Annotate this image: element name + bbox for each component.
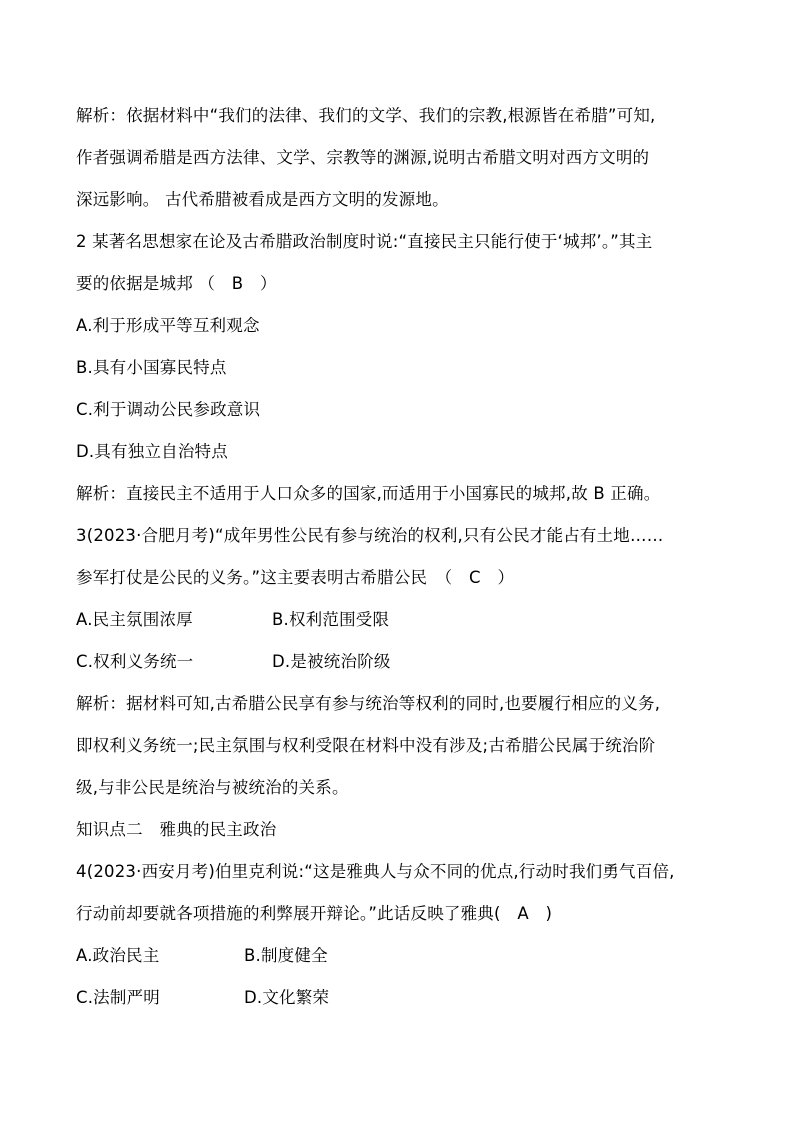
question-2-stem-line-1: 2 某著名思想家在论及古希腊政治制度时说:“直接民主只能行使于‘城邦’。”其主 <box>76 232 653 251</box>
question-3-analysis-line-3: 级,与非公民是统治与被统治的关系。 <box>76 778 349 797</box>
analysis-1-line-2: 作者强调希腊是西方法律、文学、宗教等的渊源,说明古希腊文明对西方文明的 <box>76 148 650 167</box>
question-2-option-c: C.利于调动公民参政意识 <box>76 400 261 419</box>
question-4-option-a: A.政治民主 <box>76 946 160 965</box>
question-3-option-b: B.权利范围受限 <box>272 610 390 629</box>
question-3-option-a: A.民主氛围浓厚 <box>76 610 193 629</box>
question-2-analysis: 解析：直接民主不适用于人口众多的国家,而适用于小国寡民的城邦,故 B 正确。 <box>76 484 661 503</box>
question-2-option-a: A.利于形成平等互利观念 <box>76 316 260 335</box>
question-3-stem-line-1: 3(2023·合肥月考)“成年男性公民有参与统治的权利,只有公民才能占有土地…… <box>76 526 664 545</box>
question-2-stem-line-2: 要的依据是城邦 （ B ） <box>76 274 277 293</box>
question-4-option-c: C.法制严明 <box>76 988 160 1007</box>
question-3-options-row-2 <box>76 650 391 674</box>
question-3-stem-line-2: 参军打仗是公民的义务。”这主要表明古希腊公民 （ C ） <box>76 568 515 587</box>
question-2-option-d: D.具有独立自治特点 <box>76 442 228 461</box>
question-4-option-b: B.制度健全 <box>244 946 328 965</box>
question-3-analysis-line-2: 即权利义务统一;民主氛围与权利受限在材料中没有涉及;古希腊公民属于统治阶 <box>76 736 656 755</box>
question-4-stem-line-1: 4(2023·西安月考)伯里克利说:“这是雅典人与众不同的优点,行动时我们勇气百倍, <box>76 862 675 881</box>
analysis-1-line-3: 深远影响。 古代希腊被看成是西方文明的发源地。 <box>76 190 449 209</box>
question-4-options-row-1 <box>76 944 328 968</box>
question-4-stem-line-2: 行动前却要就各项措施的利弊展开辩论。”此话反映了雅典( A ) <box>76 904 553 923</box>
question-4-options-row-2 <box>76 986 330 1010</box>
question-4-option-d: D.文化繁荣 <box>244 988 330 1007</box>
question-3-option-c: C.权利义务统一 <box>76 652 194 671</box>
section-title: 知识点二 雅典的民主政治 <box>76 820 277 839</box>
analysis-1-line-1: 解析：依据材料中“我们的法律、我们的文学、我们的宗教,根源皆在希腊”可知, <box>76 106 656 125</box>
question-3-option-d: D.是被统治阶级 <box>272 652 391 671</box>
question-3-options-row-1 <box>76 608 390 632</box>
question-3-analysis-line-1: 解析：据材料可知,古希腊公民享有参与统治等权利的同时,也要履行相应的义务, <box>76 694 661 713</box>
question-2-option-b: B.具有小国寡民特点 <box>76 358 227 377</box>
